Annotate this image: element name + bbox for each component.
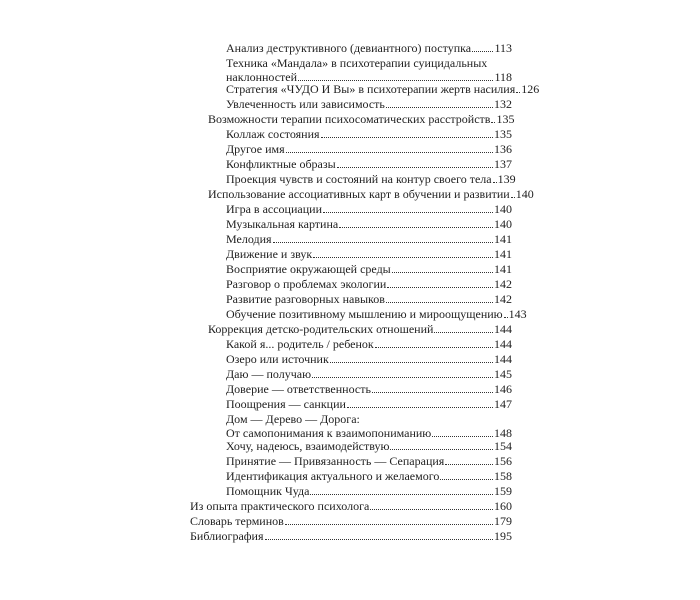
toc-entry [226, 397, 512, 411]
toc-entry-page: 140 [494, 217, 512, 231]
toc-entry-page: 141 [494, 247, 512, 261]
toc-entry-page: 195 [494, 529, 512, 543]
toc-entry-title: Хочу, надеюсь, взаимодействую [226, 439, 390, 453]
dot-leader [337, 166, 493, 168]
toc-entry-title: Стратегия «ЧУДО И Вы» в психотерапии жертв насилия [226, 82, 516, 96]
toc-entry-page: 144 [494, 337, 512, 351]
toc-entry-page: 159 [494, 484, 512, 498]
toc-entry-title: Из опыта практического психолога [190, 499, 370, 513]
toc-entry-title: Разговор о проблемах экологии [226, 277, 387, 291]
toc-entry [226, 142, 512, 156]
toc-entry-title: Игра в ассоциации [226, 202, 322, 216]
toc-entry-page: 147 [494, 397, 512, 411]
toc-entry-continuation [226, 426, 512, 440]
toc-entry-page: 143 [508, 307, 527, 321]
toc-entry [226, 172, 516, 186]
dot-leader [312, 376, 493, 378]
toc-entry-title: Техника «Мандала» в психотерапии суицидальных [226, 56, 488, 70]
dot-leader [432, 435, 493, 437]
toc-entry-title: Конфликтные образы [226, 157, 336, 171]
toc-entry [226, 337, 512, 351]
toc-entry-page: 141 [494, 262, 512, 276]
toc-entry [226, 277, 512, 291]
dot-leader [516, 91, 520, 93]
toc-entry [226, 82, 540, 96]
dot-leader [347, 406, 493, 408]
dot-leader [504, 316, 508, 318]
dot-leader [390, 448, 493, 450]
dot-leader [273, 241, 493, 243]
toc-entry [226, 232, 512, 246]
toc-entry [190, 514, 512, 528]
dot-leader [386, 301, 493, 303]
toc-entry-page: 113 [494, 41, 512, 55]
toc-entry-page: 148 [494, 426, 512, 440]
dot-leader [434, 331, 493, 333]
dot-leader [493, 181, 497, 183]
toc-entry-title: Словарь терминов [190, 514, 284, 528]
toc-entry-title: Увлеченность или зависимость [226, 97, 385, 111]
toc-entry [226, 382, 512, 396]
dot-leader [323, 211, 493, 213]
dot-leader [440, 478, 493, 480]
toc-entry [226, 127, 512, 141]
toc-entry [226, 202, 512, 216]
toc-entry [226, 217, 512, 231]
toc-entry [226, 97, 512, 111]
toc-entry [226, 157, 512, 171]
toc-entry-title: Библиография [190, 529, 264, 543]
toc-entry-page: 144 [494, 352, 512, 366]
toc-entry-title: Принятие — Привязанность — Сепарация [226, 454, 445, 468]
toc-entry-title: Развитие разговорных навыков [226, 292, 385, 306]
dot-leader [265, 538, 494, 540]
toc-entry [226, 412, 512, 440]
dot-leader [370, 508, 493, 510]
toc-entry [226, 367, 512, 381]
toc-entry-title: Даю — получаю [226, 367, 312, 381]
toc-entry-page: 179 [494, 514, 512, 528]
toc-entry-title: Проекция чувств и состояний на контур своего тела [226, 172, 492, 186]
toc-entry-title: Какой я... родитель / ребенок [226, 337, 374, 351]
dot-leader [445, 463, 493, 465]
toc-entry-title: Движение и звук [226, 247, 313, 261]
toc-entry-page: 146 [494, 382, 512, 396]
toc-entry-title-cont: От самопонимания к взаимопониманию [226, 426, 432, 440]
dot-leader [511, 196, 515, 198]
toc-entry [226, 307, 527, 321]
dot-leader [375, 346, 493, 348]
toc-entry-title-cont: наклонностей [226, 70, 298, 84]
toc-entry-page: 141 [494, 232, 512, 246]
toc-entry-title: Мелодия [226, 232, 272, 246]
dot-leader [491, 121, 495, 123]
toc-entry [208, 187, 534, 201]
toc-entry-page: 136 [494, 142, 512, 156]
toc-entry-title: Поощрения — санкции [226, 397, 346, 411]
toc-entry-page: 154 [494, 439, 512, 453]
toc-entry [226, 439, 512, 453]
dot-leader [298, 79, 493, 81]
toc-entry-page: 118 [494, 70, 512, 84]
toc-entry [226, 247, 512, 261]
toc-entry-title: Анализ деструктивного (девиантного) поступка [226, 41, 472, 55]
dot-leader [386, 106, 493, 108]
toc-entry-title: Музыкальная картина [226, 217, 339, 231]
toc-entry-title: Использование ассоциативных карт в обучении и развитии [208, 187, 510, 201]
toc-entry-page: 140 [494, 202, 512, 216]
toc-entry [190, 499, 512, 513]
toc-entry-page: 142 [494, 292, 512, 306]
toc-entry [190, 529, 512, 543]
toc-entry-title: Дом — Дерево — Дорога: [226, 412, 360, 426]
toc-entry-title: Озеро или источник [226, 352, 329, 366]
toc-entry-page: 142 [494, 277, 512, 291]
toc-entry-page: 144 [494, 322, 512, 336]
toc-entry [226, 262, 512, 276]
dot-leader [321, 136, 493, 138]
dot-leader [387, 286, 493, 288]
dot-leader [286, 151, 493, 153]
toc-entry [226, 454, 512, 468]
toc-entry-title: Доверие — ответственность [226, 382, 371, 396]
toc-entry-title: Другое имя [226, 142, 285, 156]
toc-entry-page: 140 [515, 187, 534, 201]
toc-entry-page: 156 [494, 454, 512, 468]
toc-entry-page: 139 [497, 172, 516, 186]
dot-leader [472, 50, 493, 52]
dot-leader [285, 523, 493, 525]
toc-entry-page: 137 [494, 157, 512, 171]
dot-leader [339, 226, 493, 228]
dot-leader [310, 493, 493, 495]
toc-entry-title: Обучение позитивному мышлению и мироощущению [226, 307, 503, 321]
toc-entry-page: 158 [494, 469, 512, 483]
toc-entry-page: 135 [496, 112, 515, 126]
toc-entry [226, 469, 512, 483]
toc-entry-page: 135 [494, 127, 512, 141]
toc-entry-page: 132 [494, 97, 512, 111]
toc-entry [226, 56, 512, 84]
toc-entry-title: Помощник Чуда [226, 484, 310, 498]
toc-entry [226, 484, 512, 498]
toc-entry-page: 145 [494, 367, 512, 381]
toc-entry [226, 41, 512, 55]
toc-entry [226, 352, 512, 366]
toc-entry-title: Коррекция детско-родительских отношений [208, 322, 434, 336]
dot-leader [313, 256, 493, 258]
toc-entry [226, 292, 512, 306]
dot-leader [330, 361, 493, 363]
toc-entry-title: Возможности терапии психосоматических расстройств [208, 112, 491, 126]
toc-entry [208, 112, 515, 126]
dot-leader [392, 271, 493, 273]
toc-entry-page: 126 [521, 82, 540, 96]
toc-entry-title: Идентификация актуального и желаемого [226, 469, 440, 483]
toc-entry-title: Восприятие окружающей среды [226, 262, 391, 276]
toc-entry-page: 160 [494, 499, 512, 513]
dot-leader [372, 391, 493, 393]
toc-entry-title: Коллаж состояния [226, 127, 320, 141]
toc-entry [208, 322, 512, 336]
